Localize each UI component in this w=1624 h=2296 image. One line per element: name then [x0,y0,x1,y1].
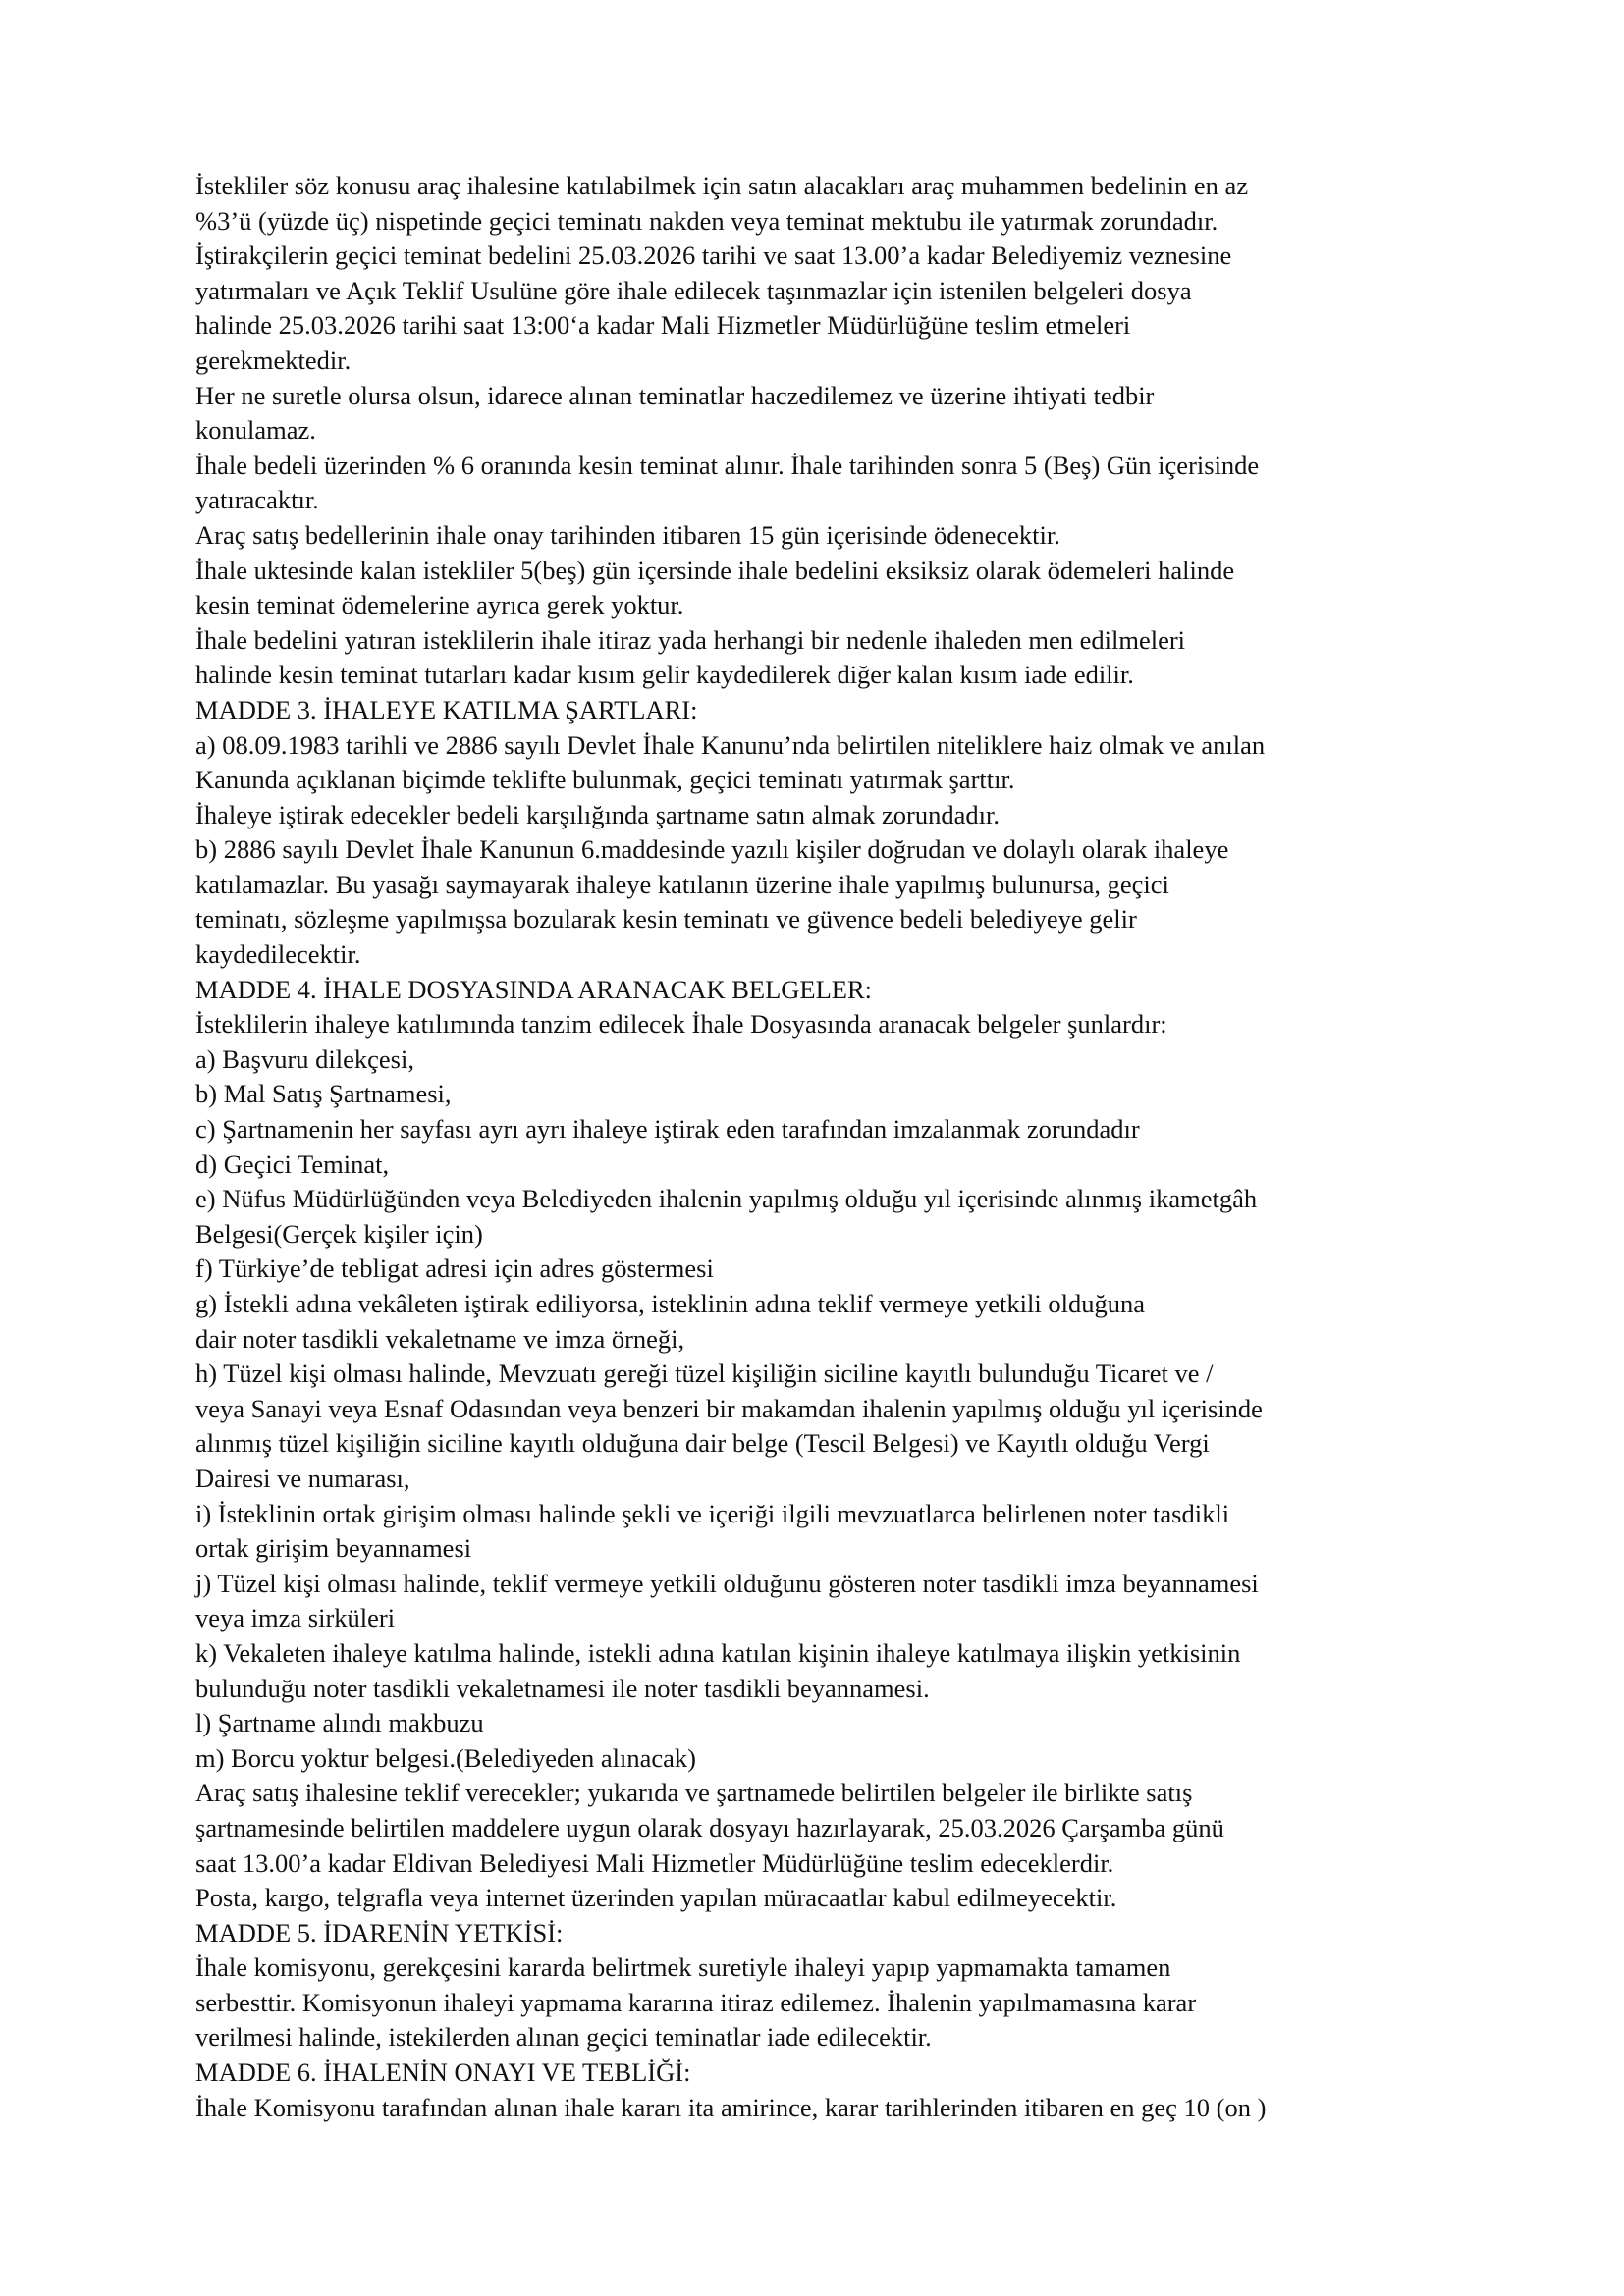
list-item: veya imza sirküleri [195,1603,396,1633]
list-item: l) Şartname alındı makbuzu [195,1708,484,1738]
text-line: katılamazlar. Bu yasağı saymayarak ihaleye katılanın üzerine ihale yapılmış bulunursa, geçici [195,869,1169,899]
list-item: j) Tüzel kişi olması halinde, teklif vermeye yetkili olduğunu gösteren noter tasdikli imza beyannamesi [195,1568,1259,1598]
text-line: İştirakçilerin geçici teminat bedelini 25.03.2026 tarihi ve saat 13.00’a kadar Belediyemiz veznesine [195,240,1232,271]
list-item: Dairesi ve numarası, [195,1463,410,1493]
list-item: f) Türkiye’de tebligat adresi için adres göstermesi [195,1254,714,1284]
list-item: bulunduğu noter tasdikli vekaletnamesi ile noter tasdikli beyannamesi. [195,1673,930,1703]
document-page [195,169,1472,2125]
section-heading: MADDE 4. İHALE DOSYASINDA ARANACAK BELGELER: [195,974,872,1004]
list-item: k) Vekaleten ihaleye katılma halinde, istekli adına katılan kişinin ihaleye katılmaya ilişkin yetkisinin [195,1637,1241,1668]
text-line: İhale bedeli üzerinden % 6 oranında kesin teminat alınır. İhale tarihinden sonra 5 (Beş) Gün içerisinde [195,450,1260,480]
text-line: İhale uktesinde kalan istekliler 5(beş) gün içersinde ihale bedelini eksiksiz olarak ödemeleri halinde [195,555,1235,585]
text-line: halinde 25.03.2026 tarihi saat 13:00‘a kadar Mali Hizmetler Müdürlüğüne teslim etmeleri [195,310,1131,341]
text-line: gerekmektedir. [195,345,352,375]
text-line: konulamaz. [195,415,316,446]
list-item: h) Tüzel kişi olması halinde, Mevzuatı gereği tüzel kişiliğin siciline kayıtlı bulunduğu Ticaret ve / [195,1359,1214,1389]
text-line: a) 08.09.1983 tarihli ve 2886 sayılı Devlet İhale Kanunu’nda belirtilen niteliklere haiz olmak ve anılan [195,729,1266,760]
text-line: yatıracaktır. [195,485,319,515]
text-line: Araç satış ihalesine teklif verecekler; yukarıda ve şartnamede belirtilen belgeler ile birlikte satış [195,1778,1193,1808]
list-item: Belgesi(Gerçek kişiler için) [195,1218,483,1249]
text-line: şartnamesinde belirtilen maddelere uygun olarak dosyayı hazırlayarak, 25.03.2026 Çarşamba günü [195,1812,1224,1842]
text-line: Her ne suretle olursa olsun, idarece alınan teminatlar haczedilemez ve üzerine ihtiyati tedbir [195,380,1155,410]
list-item: g) İstekli adına vekâleten iştirak ediliyorsa, isteklinin adına teklif vermeye yetkili olduğuna [195,1289,1145,1318]
text-line: teminatı, sözleşme yapılmışsa bozularak kesin teminatı ve güvence bedeli belediyeye gelir [195,904,1137,934]
list-item: alınmış tüzel kişiliğin siciline kayıtlı olduğuna dair belge (Tescil Belgesi) ve Kayıtlı olduğu Vergi [195,1428,1210,1459]
text-line: b) 2886 sayılı Devlet İhale Kanunun 6.maddesinde yazılı kişiler doğrudan ve dolaylı olarak ihaleye [195,834,1229,865]
section-heading: MADDE 6. İHALENİN ONAYI VE TEBLİĞİ: [195,2057,691,2088]
text-line: Posta, kargo, telgrafla veya internet üzerinden yapılan müracaatlar kabul edilmeyecektir. [195,1883,1117,1913]
text-line: Araç satış bedellerinin ihale onay tarihinden itibaren 15 gün içerisinde ödenecektir. [195,519,1060,550]
text-line: İhale bedelini yatıran isteklilerin ihale itiraz yada herhangi bir nedenle ihaleden men edilmeleri [195,624,1186,655]
text-line: verilmesi halinde, istekilerden alınan geçici teminatlar iade edilecektir. [195,2022,932,2053]
text-line: İsteklilerin ihaleye katılımında tanzim edilecek İhale Dosyasında aranacak belgeler şunlardır: [195,1009,1167,1040]
section-heading: MADDE 3. İHALEYE KATILMA ŞARTLARI: [195,694,698,724]
list-item: e) Nüfus Müdürlüğünden veya Belediyeden ihalenin yapılmış olduğu yıl içerisinde alınmış ikametgâh [195,1184,1258,1214]
text-line: serbesttir. Komisyonun ihaleyi yapmama kararına itiraz edilemez. İhalenin yapılmamasına karar [195,1987,1197,2017]
text-line: yatırmaları ve Açık Teklif Usulüne göre ihale edilecek taşınmazlar için istenilen belgeleri dosya [195,275,1192,305]
list-item: veya Sanayi veya Esnaf Odasından veya benzeri bir makamdan ihalenin yapılmış olduğu yıl içerisinde [195,1393,1263,1423]
list-item: m) Borcu yoktur belgesi.(Belediyeden alınacak) [195,1742,696,1773]
text-line: İstekliler söz konusu araç ihalesine katılabilmek için satın alacakları araç muhammen bedelinin en az [195,171,1249,200]
text-line: İhale komisyonu, gerekçesini kararda belirtmek suretiyle ihaleyi yapıp yapmamakta tamamen [195,1952,1171,1983]
list-item: a) Başvuru dilekçesi, [195,1043,414,1074]
list-item: dair noter tasdikli vekaletname ve imza örneği, [195,1323,685,1354]
list-item: b) Mal Satış Şartnamesi, [195,1079,452,1109]
list-item: c) Şartnamenin her sayfası ayrı ayrı ihaleye iştirak eden tarafından imzalanmak zorundadır [195,1114,1140,1145]
text-line: kaydedilecektir. [195,939,361,970]
text-line: %3’ü (yüzde üç) nispetinde geçici teminatı nakden veya teminat mektubu ile yatırmak zorundadır. [195,205,1218,236]
text-line: saat 13.00’a kadar Eldivan Belediyesi Mali Hizmetler Müdürlüğüne teslim edeceklerdir. [195,1847,1114,1878]
text-line: halinde kesin teminat tutarları kadar kısım gelir kaydedilerek diğer kalan kısım iade edilir. [195,660,1134,690]
list-item: d) Geçici Teminat, [195,1148,390,1179]
text-line: İhaleye iştirak edecekler bedeli karşılığında şartname satın almak zorundadır. [195,799,1000,829]
list-item: ortak girişim beyannamesi [195,1533,472,1564]
text-line: İhale Komisyonu tarafından alınan ihale kararı ita amirince, karar tarihlerinden itibaren en geç 10 (on ) [195,2092,1267,2122]
list-item: i) İsteklinin ortak girişim olması halinde şekli ve içeriği ilgili mevzuatlarca belirlenen noter tasdikli [195,1498,1230,1528]
text-line: kesin teminat ödemelerine ayrıca gerek yoktur. [195,590,684,620]
text-line: Kanunda açıklanan biçimde teklifte bulunmak, geçici teminatı yatırmak şarttır. [195,765,1015,795]
section-heading: MADDE 5. İDARENİN YETKİSİ: [195,1917,564,1948]
